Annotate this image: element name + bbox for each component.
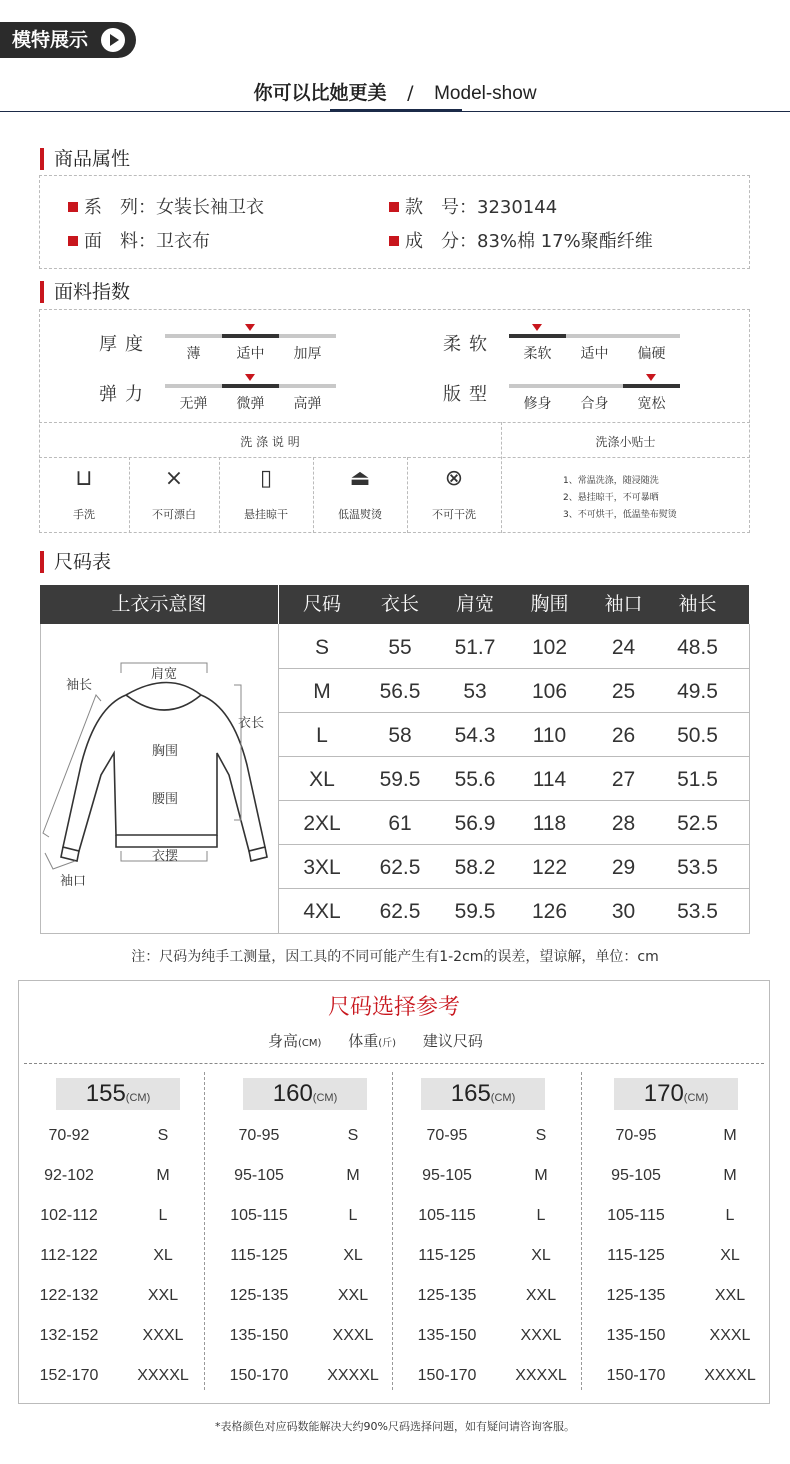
recommended-size: XL	[531, 1247, 551, 1264]
section-tag-model-show	[0, 22, 136, 58]
recommended-size: XXL	[525, 1287, 557, 1304]
height-value: 165	[450, 1080, 491, 1107]
table-cell: 53	[463, 680, 487, 703]
sub-height: 身高	[268, 1032, 299, 1050]
table-cell: 54.3	[454, 724, 496, 747]
weight-range: 115-125	[418, 1247, 476, 1264]
index-option: 微弹	[236, 396, 265, 412]
recommended-size: XXXXL	[704, 1367, 756, 1384]
index-option: 适中	[580, 346, 609, 362]
recommended-size: S	[535, 1127, 547, 1144]
weight-range: 92-102	[44, 1167, 94, 1184]
column-header: 尺码	[302, 593, 341, 615]
weight-range: 70-95	[426, 1127, 468, 1144]
table-cell: 56.9	[454, 812, 496, 835]
column-header: 衣长	[380, 593, 419, 615]
weight-range: 150-170	[606, 1367, 666, 1384]
table-cell: M	[313, 680, 331, 703]
recommended-size: L	[536, 1207, 546, 1224]
divider	[39, 457, 750, 458]
weight-range: 115-125	[607, 1247, 665, 1264]
size-reference-sub	[268, 1030, 483, 1051]
height-badge	[243, 1078, 367, 1110]
height-unit: (CM)	[312, 1092, 338, 1104]
care-label: 手洗	[73, 508, 95, 521]
tip-3: 3、不可烘干，低温垫布熨烫	[563, 510, 677, 520]
recommended-size: XL	[343, 1247, 363, 1264]
recommended-size: XXL	[337, 1287, 369, 1304]
index-option: 高弹	[293, 396, 322, 412]
slogan	[0, 78, 790, 105]
index-option: 宽松	[637, 396, 666, 412]
index-label: 厚度	[99, 334, 151, 355]
table-cell: 118	[532, 812, 567, 835]
row-divider	[279, 668, 749, 669]
table-cell: 50.5	[677, 724, 718, 747]
index-option: 偏硬	[637, 346, 666, 362]
label-hem: 衣摆	[151, 849, 179, 864]
weight-range: 152-170	[39, 1367, 99, 1384]
care-label: 低温熨烫	[338, 508, 382, 521]
table-cell: 2XL	[303, 812, 341, 835]
table-cell: S	[314, 636, 329, 659]
table-cell: 114	[532, 768, 567, 791]
recommended-size: L	[348, 1207, 358, 1224]
size-chart-title: 尺码表	[40, 551, 111, 573]
height-unit: (CM)	[125, 1092, 151, 1104]
table-cell: 106	[531, 680, 568, 703]
table-cell: 52.5	[677, 812, 718, 835]
bullet-icon	[68, 202, 78, 212]
recommended-size: XXXL	[520, 1327, 562, 1344]
tip-1: 1、常温洗涤，随浸随洗	[563, 476, 659, 486]
index-option: 无弹	[179, 396, 208, 412]
index-option: 柔软	[523, 346, 552, 362]
no-dry-clean-icon: ⊗	[444, 466, 464, 491]
slogan-en: Model-show	[434, 83, 537, 104]
weight-range: 105-115	[607, 1207, 665, 1224]
table-cell: 51.7	[454, 636, 496, 659]
section-tag-label: 模特展示	[12, 29, 89, 51]
weight-range: 95-105	[611, 1167, 661, 1184]
index-option: 合身	[580, 396, 609, 412]
divider	[392, 1072, 393, 1390]
index-bar-segment	[279, 334, 336, 338]
low-iron-icon: ⏏	[349, 466, 371, 491]
garment-diagram	[41, 625, 277, 933]
index-label: 弹力	[99, 384, 151, 405]
recommended-size: M	[156, 1167, 170, 1184]
recommended-size: M	[723, 1127, 737, 1144]
label-length: 衣长	[237, 716, 265, 731]
slogan-slash: /	[407, 82, 414, 104]
table-cell: 49.5	[677, 680, 718, 703]
hand-wash-icon: ⊔	[75, 466, 93, 491]
attributes-title: 商品属性	[40, 148, 130, 170]
attr-composition: 成 分：83%棉 17%聚酯纤维	[389, 227, 653, 253]
weight-range: 102-112	[40, 1207, 98, 1224]
tip-2: 2、悬挂晾干，不可暴晒	[563, 493, 659, 503]
weight-range: 95-105	[234, 1167, 284, 1184]
table-cell: 51.5	[677, 768, 718, 791]
table-cell: 3XL	[303, 856, 341, 879]
recommended-size: XXXL	[332, 1327, 374, 1344]
header-rule-accent	[330, 109, 462, 112]
table-cell: 59.5	[379, 768, 421, 791]
weight-range: 135-150	[606, 1327, 666, 1344]
table-cell: 62.5	[379, 900, 421, 923]
table-cell: 122	[531, 856, 568, 879]
recommended-size: L	[725, 1207, 735, 1224]
fabric-index-title: 面料指数	[40, 281, 130, 303]
weight-range: 135-150	[417, 1327, 477, 1344]
weight-range: 115-125	[230, 1247, 288, 1264]
column-header: 肩宽	[455, 593, 494, 615]
divider	[39, 422, 750, 423]
height-badge	[56, 1078, 180, 1110]
table-cell: 24	[611, 636, 636, 659]
height-value: 155	[85, 1080, 126, 1107]
care-label: 不可漂白	[152, 508, 196, 521]
recommended-size: M	[534, 1167, 548, 1184]
weight-range: 125-135	[229, 1287, 289, 1304]
index-option: 修身	[523, 396, 552, 412]
care-label: 悬挂晾干	[244, 508, 288, 521]
wash-title: 洗 涤 说 明	[240, 435, 300, 449]
weight-range: 105-115	[418, 1207, 476, 1224]
index-bar-segment	[509, 384, 566, 388]
tips-title: 洗涤小贴士	[595, 435, 656, 449]
care-tips	[563, 473, 677, 524]
bullet-icon	[68, 236, 78, 246]
recommended-size: XL	[153, 1247, 173, 1264]
weight-range: 70-95	[615, 1127, 657, 1144]
column-header: 胸围	[530, 593, 569, 615]
recommended-size: S	[157, 1127, 169, 1144]
index-label: 柔软	[443, 334, 495, 355]
sub-weight: 体重	[348, 1032, 379, 1050]
table-cell: 53.5	[677, 856, 718, 879]
divider	[24, 1063, 764, 1064]
column-header: 袖长	[678, 593, 717, 615]
weight-range: 125-135	[417, 1287, 477, 1304]
label-shoulder: 肩宽	[150, 667, 178, 682]
weight-range: 70-95	[238, 1127, 280, 1144]
row-divider	[279, 844, 749, 845]
recommended-size: XXXXL	[515, 1367, 567, 1384]
table-cell: 4XL	[303, 900, 341, 923]
weight-range: 105-115	[230, 1207, 288, 1224]
table-cell: 28	[611, 812, 636, 835]
table-cell: 27	[611, 768, 636, 791]
table-cell: 56.5	[379, 680, 421, 703]
index-bar-segment	[509, 334, 566, 338]
recommended-size: XXXXL	[327, 1367, 379, 1384]
height-value: 170	[643, 1080, 684, 1107]
label-sleeve: 袖长	[65, 678, 93, 693]
table-cell: L	[316, 724, 328, 747]
size-reference-title: 尺码选择参考	[327, 995, 460, 1020]
sub-weight-unit: (斤)	[378, 1038, 397, 1049]
hang-dry-icon: ▯	[259, 466, 273, 491]
table-cell: 59.5	[454, 900, 496, 923]
index-bar-segment	[623, 334, 680, 338]
index-bar-segment	[222, 334, 279, 338]
label-cuff: 袖口	[59, 874, 87, 889]
table-cell: 61	[388, 812, 412, 835]
care-label: 不可干洗	[432, 508, 476, 521]
index-option: 适中	[236, 346, 265, 362]
index-bar-segment	[279, 384, 336, 388]
weight-range: 135-150	[229, 1327, 289, 1344]
selected-marker-icon	[532, 324, 542, 331]
recommended-size: M	[346, 1167, 360, 1184]
weight-range: 150-170	[417, 1367, 477, 1384]
row-divider	[279, 756, 749, 757]
height-unit: (CM)	[683, 1092, 709, 1104]
index-option: 薄	[186, 346, 201, 362]
recommended-size: XXL	[147, 1287, 179, 1304]
index-bar-segment	[165, 384, 222, 388]
index-option: 加厚	[293, 346, 322, 362]
table-cell: 102	[531, 636, 568, 659]
recommended-size: XXXL	[709, 1327, 751, 1344]
weight-range: 112-122	[40, 1247, 98, 1264]
table-cell: 55.6	[454, 768, 496, 791]
slogan-cn: 你可以比她更美	[253, 82, 387, 104]
size-table-header	[279, 585, 749, 624]
weight-range: 70-92	[48, 1127, 90, 1144]
table-cell: 26	[611, 724, 636, 747]
table-cell: 58.2	[454, 856, 496, 879]
table-cell: 29	[611, 856, 636, 879]
table-cell: 62.5	[379, 856, 421, 879]
label-chest: 胸围	[151, 744, 179, 759]
recommended-size: XXXL	[142, 1327, 184, 1344]
sub-size: 建议尺码	[422, 1032, 483, 1050]
recommended-size: XXL	[714, 1287, 746, 1304]
attributes-box	[39, 175, 750, 269]
attr-fabric: 面 料：卫衣布	[68, 227, 210, 253]
row-divider	[279, 800, 749, 801]
sub-height-unit: (CM)	[298, 1038, 322, 1049]
table-cell: 58	[388, 724, 412, 747]
recommended-size: S	[347, 1127, 359, 1144]
bullet-icon	[389, 202, 399, 212]
table-cell: 30	[611, 900, 636, 923]
play-icon[interactable]	[101, 28, 125, 52]
column-header: 袖口	[604, 593, 643, 615]
weight-range: 150-170	[229, 1367, 289, 1384]
label-waist: 腰围	[151, 792, 179, 807]
recommended-size: XXXXL	[137, 1367, 189, 1384]
selected-marker-icon	[646, 374, 656, 381]
index-bar-segment	[222, 384, 279, 388]
attr-style-no: 款 号：3230144	[389, 193, 557, 219]
table-cell: 25	[611, 680, 636, 703]
weight-range: 132-152	[39, 1327, 99, 1344]
height-badge	[421, 1078, 545, 1110]
diagram-header: 上衣示意图	[40, 585, 278, 624]
index-label: 版型	[443, 384, 495, 405]
index-bar-segment	[623, 384, 680, 388]
table-cell: 48.5	[677, 636, 718, 659]
weight-range: 95-105	[422, 1167, 472, 1184]
bullet-icon	[389, 236, 399, 246]
height-badge	[614, 1078, 738, 1110]
recommended-size: L	[158, 1207, 168, 1224]
size-chart-note: 注：尺码为纯手工测量，因工具的不同可能产生有1-2cm的误差，望谅解，单位：cm	[131, 949, 659, 965]
size-reference-footer: *表格颜色对应码数能解决大约90%尺码选择问题，如有疑问请咨询客服。	[215, 1420, 575, 1433]
weight-range: 122-132	[39, 1287, 99, 1304]
no-bleach-icon: ⨯	[164, 466, 184, 491]
table-cell: 53.5	[677, 900, 718, 923]
selected-marker-icon	[245, 374, 255, 381]
selected-marker-icon	[245, 324, 255, 331]
row-divider	[279, 712, 749, 713]
index-bar-segment	[566, 384, 623, 388]
height-value: 160	[272, 1080, 313, 1107]
table-cell: 110	[532, 724, 567, 747]
divider	[581, 1072, 582, 1390]
table-cell: XL	[309, 768, 335, 791]
index-bar-segment	[165, 334, 222, 338]
divider	[204, 1072, 205, 1390]
table-cell: 126	[531, 900, 568, 923]
row-divider	[279, 888, 749, 889]
weight-range: 125-135	[606, 1287, 666, 1304]
recommended-size: XL	[720, 1247, 740, 1264]
height-unit: (CM)	[490, 1092, 516, 1104]
attr-series: 系 列：女装长袖卫衣	[68, 193, 264, 219]
recommended-size: M	[723, 1167, 737, 1184]
index-bar-segment	[566, 334, 623, 338]
table-cell: 55	[388, 636, 412, 659]
